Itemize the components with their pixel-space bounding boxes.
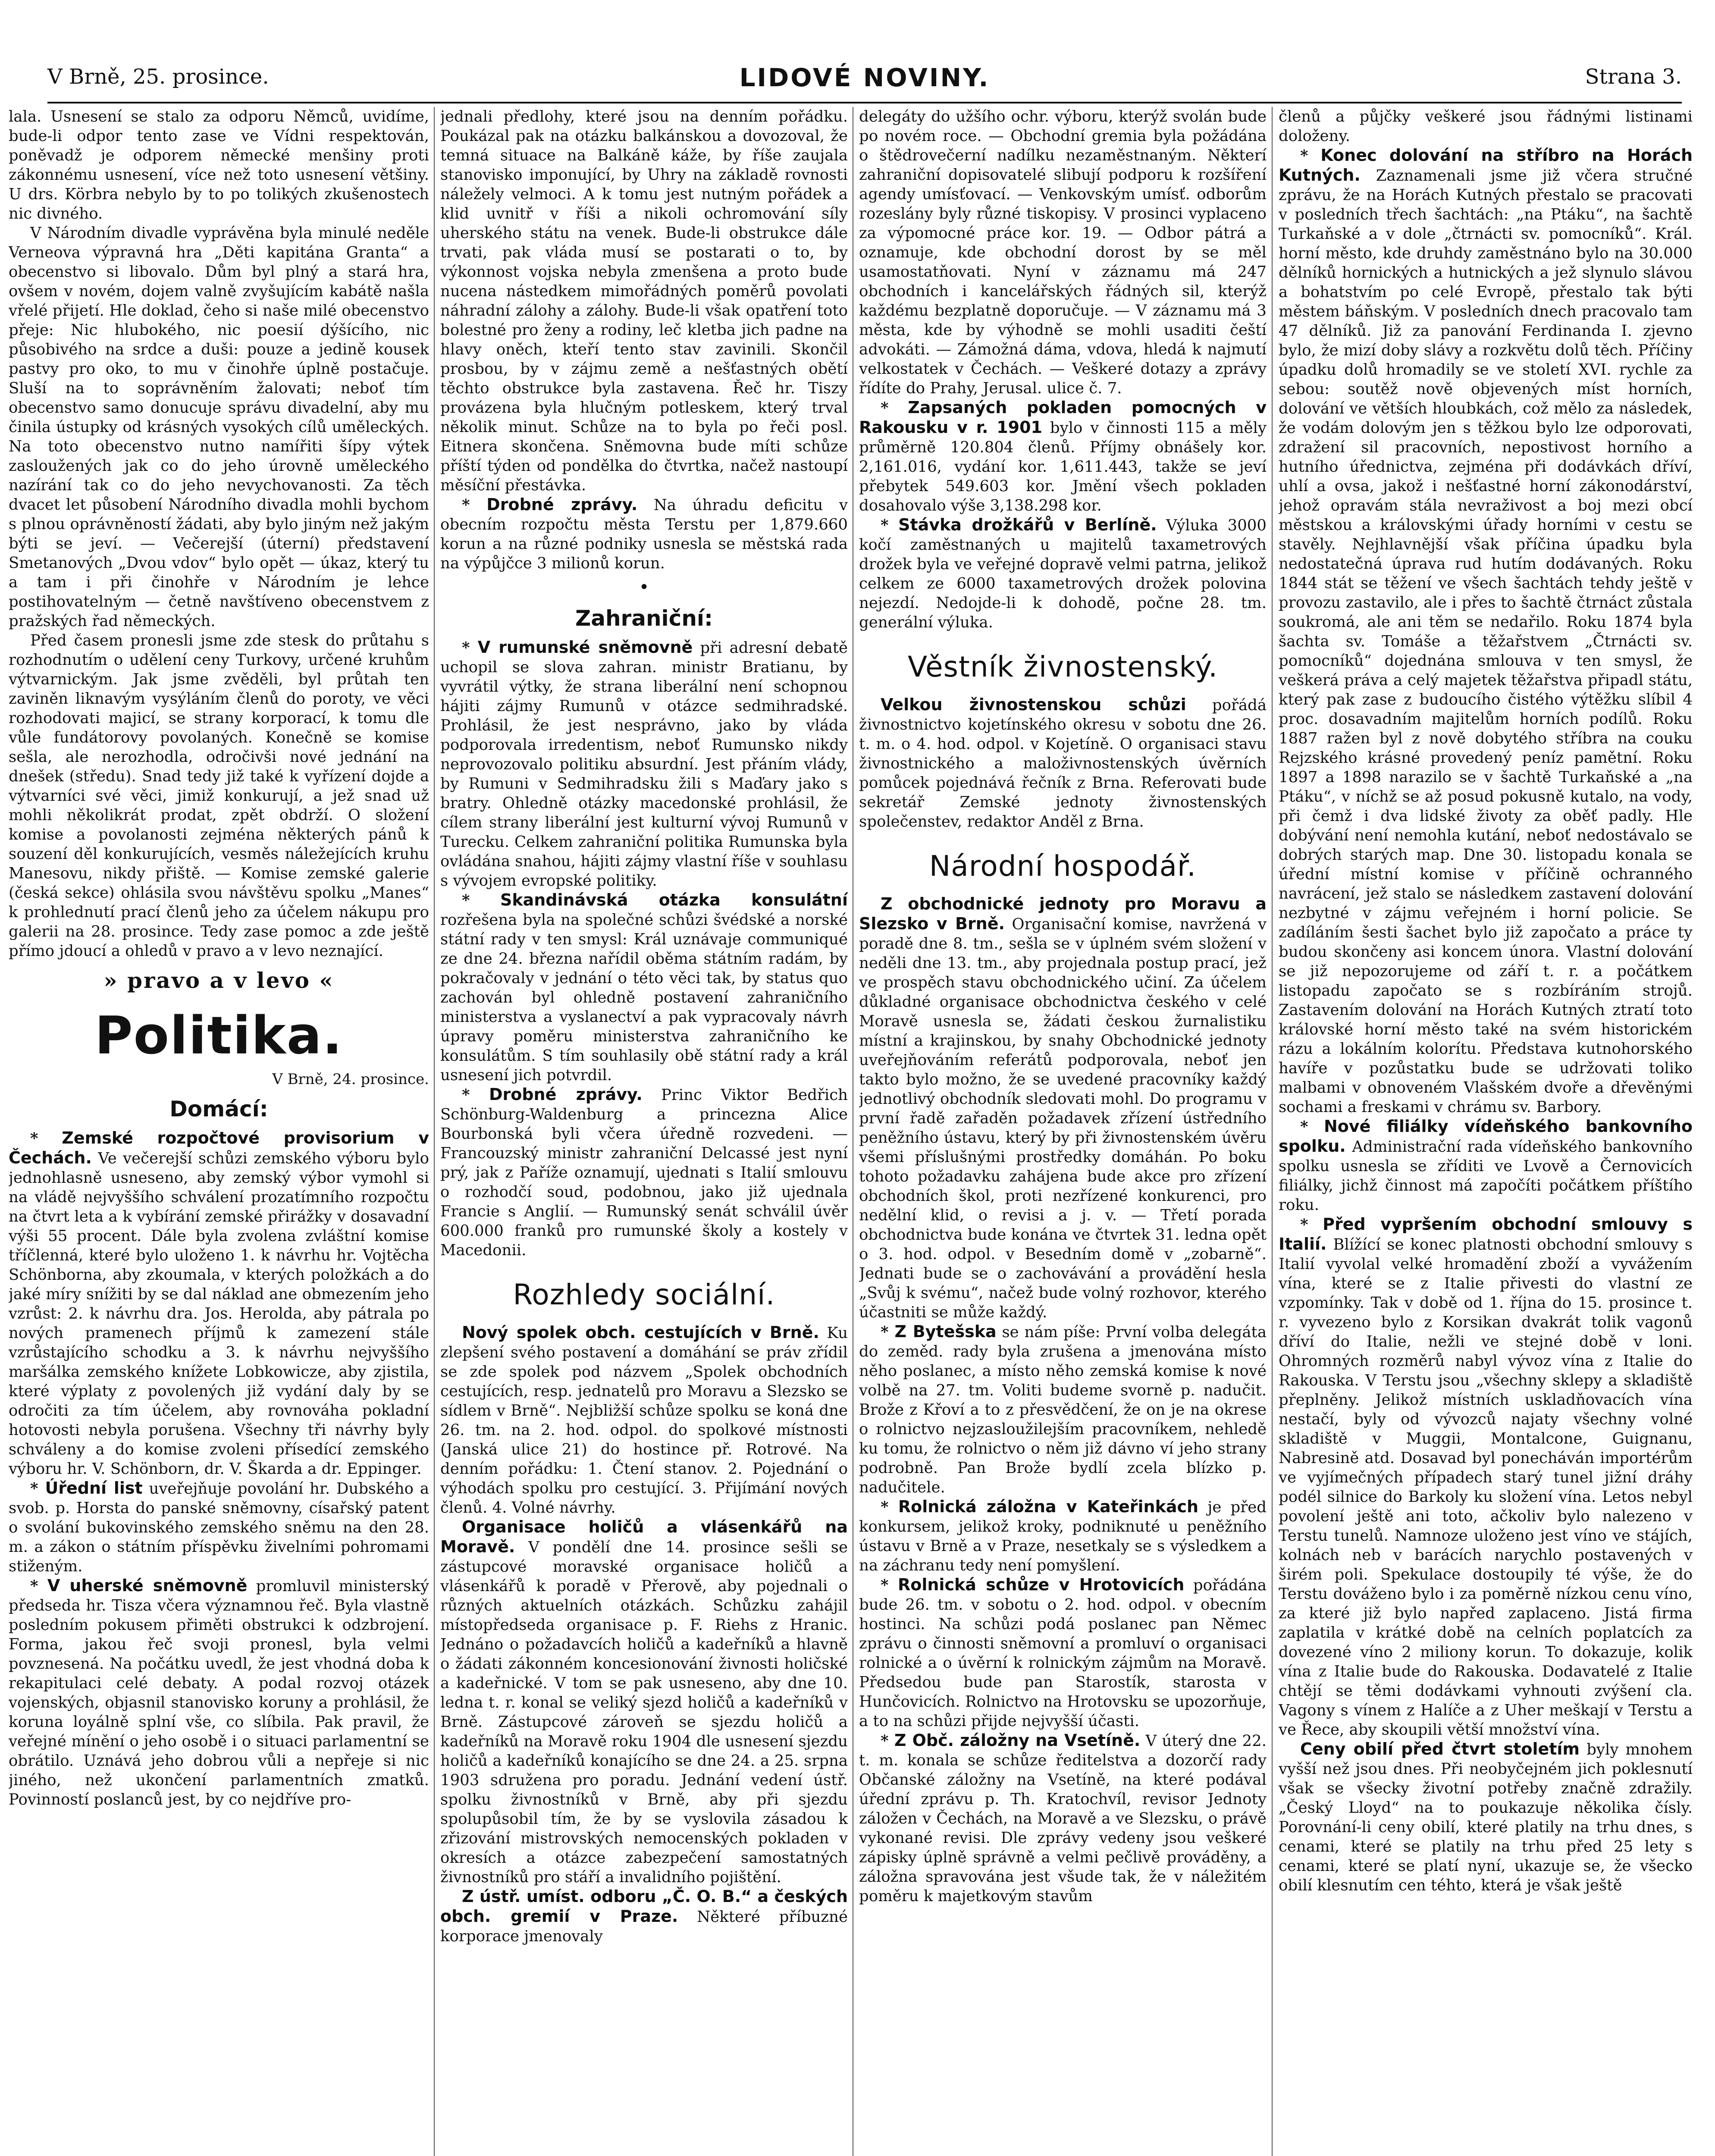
- paragraph: lala. Usnesení se stalo za odporu Němců, uvidíme, bude-li odpor tento zase ve Vídni respektován, poněvadž je odporem německé menšiny proti zákonnému usnesení, více než toto usnesení většiny. U drs. Körbra nebylo by to po tolikých zkušenostech nic divného.: [9, 108, 429, 222]
- article-text: bylo v činnosti 115 a měly průměrně 120.804 členů. Příjmy obnášely kor. 2,161.016, vydání kor. 1,611.443, takže se jeví přebytek 549.603 kor. Jmění všech pokladen dosahovalo výše 3,138.298 kor.: [859, 419, 1267, 514]
- article-title: Z obchodnické jednoty pro Moravu a Slezsko v Brně.: [859, 894, 1267, 933]
- column-3: delegáty do užšího ochr. výboru, kterýž svolán bude po novém roce. — Obchodní gremia byla požádána o štědrovečerní nadílku nezaměstnaným. Některí zahraniční dopisovatelé slibují podporu k rozšíření agendy umísťovací. — Venkovským umísť. odborům rozeslány byly různé tiskopisy. V prosinci vyplaceno za výpomocné práce kor. 19. — Odbor pátrá a oznamuje, kde obchodní dorost by se měl usamostatňovati. Nyní v záznamu má 247 obchodních i kancelářských řádných sil, kterýž každému bezplatně doporučuje. — V záznamu má 3 města, kde by výhodně se mohli usaditi čeští advokáti. — Zámožná dáma, vdova, hledá k najmutí velkostatek v Čechách. — Veškeré dotazy a zprávy řídíte do Prahy, Jerusal. ulice č. 7. * Zapsaných pokladen pomocných v Rakousku v r. 1901 bylo v činnosti 115 a měly průměrně 120.804 členů. Příjmy obnášely kor. 2,161.016, vydání kor. 1,611.443, takže se jeví přebytek 549.603 kor. Jmění všech pokladen dosahovalo výše 3,138.298 kor. * Stávka drožkářů v Berlíně. Výluka 3000 kočí zaměstnaných u majitelů taxametrových drožek byla ve veřejné dopravě velmi patrna, jelikož celkem ze 6000 taxametrových drožek polovina nejezdí. Nedojde-li k dohodě, počne 28. tm. generální výluka. Věstník živnostenský. Velkou živnostenskou schůzi pořádá živnostnictvo kojetínského okresu v sobotu dne 26. t. m. o 4. hod. odpol. v Kojetíně. O organisaci stavu živnostnického a maloživnostenských úvěrních pomůcek pojednává řečník z Brna. Referovati bude sekretář Zemské jednoty živnostenských společenstev, redaktor Anděl z Brna. Národní hospodář. Z obchodnické jednoty pro Moravu a Slezsko v Brně. Organisační komise, navržená v poradě dne 8. tm., sešla se v úplném svém složení v neděli dne 13. tm., aby projednala postup prací, jež ve prospěch stavu obchodnického učiní. Za účelem důkladné organisace obchodnictva českého v celé Moravě usnesla se, žádati českou žurnalistiku místní a krajinskou, by snahy Obchodnické jednoty uveřejňováním referátů podporovala, neboť jen takto bylo možno, že se uvedené pracovníky každý jednotlivý obchodník sledovati mohl. Do programu v první řadě zařaděn požadavek zřízení ústředního peněžního ústavu, který by při živnostenském úvěru všemi příslušnými prostředky domáhán. Po boku tohoto požadavku zahájena bude akce pro zřízení obchodních škol, proti nezřízené konkurenci, pro nedělní klid, o revisi a j. v. — Třetí porada obchodnictva bude konána ve čtvrtek 31. ledna opět o 3. hod. odpol. v Besedním domě v „zobarně“. Jednati bude se o zachovávání a provádění hesla „Svůj k svému“, načež bude volný rozhovor, kterého účastniti se může každý. * Z Bytešska se nám píše: První volba delegáta do zeměd. rady byla zrušena a jmenována místo něho poslanec, a místo něho zemská komise k nové volbě na 27. tm. Voliti budeme svorně p. nadučit. Brože z Křoví a to z přesvědčení, že on je na okrese o rolnictvo nejzasloužilejším pracovníkem, nehledě ku tomu, že rolnictvo o něm již dávno ví jeho strany podrobně. Pan Brože bydlí zcela blízko p. nadučitele. * Rolnická záložna v Kateřinkách je před konkursem, jelikož kroky, podniknuté u peněžního ústavu v Brně a v Praze, nesetkaly se s výsledkem a na záchranu tedy není pomyšlení. * Rolnická schůze v Hrotovicích pořádána bude 26. tm. v sobotu o 2. hod. odpol. v obecním hostinci. Na schůzi podá poslanec pan Němec zprávu o činnosti sněmovní a promluví o organisaci rolnické a o úvěrní k rolnickým zájmům na Moravě. Předsedou bude pan Starostík, starosta v Hunčovicích. Rolnictvo na Hrotovsku se upozorňuje, a to na schůzi přijde nejvyšší účasti. * Z Obč. záložny na Vsetíně. V úterý dne 22. t. m. konala se schůze ředitelstva a dozorčí rady Občanské záložny na Vsetíně, na které podával úřední zprávu p. Th. Kratochvíl, revisor Jednoty záložen v Čechách, na Moravě a ve Slezsku, o právě vykonané revisi. Dle zprávy vedeny jsou veškeré zápisky úplně správně a velmi pečlivě prováděny, a záložna spravována jest všude tak, že v náležitém poměru k majetkovým stavům: [859, 108, 1267, 1905]
- section-title-rozhledy: Rozhledy sociální.: [513, 1278, 775, 1311]
- article-text: pořádá živnostnictvo kojetínského okresu v sobotu dne 26. t. m. o 4. hod. odpol. v Kojetíně. O organisaci stavu živnostnického a maloživnostenských úvěrních pomůcek pojednává řečník z Brna. Referovati bude sekretář Zemské jednoty živnostenských společenstev, redaktor Anděl z Brna.: [859, 696, 1267, 830]
- column-divider: [434, 107, 435, 2156]
- column-4: členů a půjčky veškeré jsou řádnými listinami doloženy. * Konec dolování na stříbro na Horách Kutných. Zaznamenali jsme již včera stručné zprávu, že na Horách Kutných přestalo se pracovati v posledních třech šachtách: „na Ptáku“, na šachtě Turkaňské a v dole „čtrnácti sv. pomocníků“. Král. horní město, kde druhdy zaměstnáno bylo na 30.000 dělníků hornických a hutnických a jež slynulo slávou a bohatstvím po celé Evropě, přestalo tak býti městem báňským. V posledních dnech pracovalo tam 47 dělníků. Již za panování Ferdinanda I. zjevno bylo, že mizí doby slávy a rozkvětu dolů těch. Příčiny úpadku dolů hromadily se ve století XVI. rychle za sebou: soutěž nově objevených míst horních, dolování ve větších hloubkách, což mělo za následek, že vodám dolovým jen s těžkou bylo lze odporovati, zdražení sil pracovních, nepostivost horního a hutního úřednictva, zejména při dodávkách dříví, uhlí a ovsa, jakož i nešťastné horní zákonodárství, jehož opravám stála nevraživost a boj mezi obcí městskou a královskými úřady horními v cestu se stavěly. Nejhlavnější však příčina úpadku byla nedostatečná úprava rud hutím dodávaných. Roku 1844 stát se těžení ve všech šachtách tehdy ještě v provozu zastavilo, ale i přes to šachtě čtrnáct zůstala soukromá, ale ani těm se nedařilo. Roku 1874 byla šachta sv. Tomáše a těžařstvem „Čtrnácti sv. pomocníků“ dojednána smlouva v ten smysl, že veškerá práva a celý majetek těžařstva připadl státu, který pak zase z budoucího čistého výtěžku slíbil 4 proc. dosavadním majitelům horních podílů. Roku 1887 ražen byl z nově dobytého stříbra na couku Rejzského krásné provedený peníz pamětní. Roku 1897 a 1898 narazilo se v šachtě Turkaňské a „na Ptáku“, v níchž se až posud pokusně kutalo, na vody, při čemž i dva lidské životy za oběť padly. Hle dobývání není nemohla kutání, neboť nedostávalo se dobrých starých map. Dne 30. listopadu konala se úřední místní komise v příčině ochranného navrácení, jež stalo se následkem zastavení dolování nezbytné v zájmu veřejném i horní policie. Se zadíláním šesti šachet bylo již započato a práce ty budou skončeny asi koncem února. Vlastní dolování se již nepozorujeme od září t. r. a počátkem listopadu započato se s rozbíráním strojů. Zastavením dolování na Horách Kutných ztratí toto královské horní město také na svém historickém rázu a lokálním kolorítu. Představa kutnohorského havíře v pozůstatku bude se udržovati toliko malbami v obnoveném Vlašském dvoře a dřevěnými sochami a freskami v chrámu sv. Barbory. * Nové filiálky vídeňského bankovního spolku. Administrační rada vídeňského bankovního spolku usnesla se zříditi ve Lvově a Černovicích filiálky, jichž činnost má započíti počátkem příštího roku. * Před vypršením obchodní smlouvy s Italií. Blížící se konec platnosti obchodní smlouvy s Italií vyvolal velké hromadění zboží a vyvážením vína, které se z Italie přivesti do vlastní ze vzpomínky. Tak v době od 1. října do 15. prosince t. r. vyvezeno bylo z Korsikan dvakrát tolik vagonů dříví do Italie, nežli ve stejné době v loni. Ohromných rozměrů nabyl vývoz vína z Italie do Rakouska. V Terstu jsou „všechny sklepy a skladiště přeplněny. Jelikož místních uskladňovacích vína nestačí, byly od vývozců najaty všechny volné skladiště v Muggii, Montalcone, Guignanu, Nabresině atd. Dosavad byl ponecháván importérům ve vyjímečných případech starý tunel jižní dráhy podél silnice do Barkoly ku složení vína. Letos nebyl povolení ještě ani toto, ačkoliv bylo nalezeno v Terstu tunelů. Namnoze uloženo jest víno ve stájích, kolnách neb v barácích narychlo postavených v širém poli. Spekulace dostoupily té výše, že do Terstu dováženo bylo i za poměrně nízkou cenu víno, za které již bylo napřed zaplaceno. Jistá firma zaplatila v krátké době na celních poplatcích za dovezené víno 2 miliony korun. To dokazuje, kolik vína z Italie bude do Rakouska. Dodavatelé z Italie chtějí se těmi dodávkami vyhnouti zvýšení cla. Vagony s vínem z Halíče a z Uher meškají v Terstu a ve Řece, aby skoupili větší množství vína. Ceny obilí před čtvrt stoletím byly mnohem vyšší než jsou dnes. Při neobyčejném jich poklesnutí však se všecky životní potřeby značně zdražily. „Český Lloyd“ na to poukazuje několika čísly. Porovnání-li ceny obilí, které platily na trhu dnes, s cenami, které se platily na trhu před 25 lety s cenami, které se platí nyní, ukazuje se, že všecko obilí klesnutím cen téhto, která je však ještě: [1279, 108, 1693, 1894]
- section-title-hospodar: Národní hospodář.: [929, 849, 1197, 883]
- article-title: Drobné zprávy.: [489, 1085, 643, 1104]
- header-date: V Brně, 25. prosince.: [47, 65, 269, 89]
- subsection-title-zahranicni: Zahraniční:: [575, 606, 713, 631]
- article-title: Stávka drožkářů v Berlíně.: [898, 515, 1157, 534]
- article-text: Blížící se konec platnosti obchodní smlouvy s Italií vyvolal velké hromadění zboží a vyvážením vína, které se z Italie přivesti do vlastní ze vzpomínky. Tak v době od 1. října do 15. prosince t. r. vyvezeno bylo z Korsikan dvakrát tolik vagonů dříví do Italie, nežli ve stejné době v loni. Ohromných rozměrů nabyl vývoz vína z Italie do Rakouska. V Terstu jsou „všechny sklepy a skladiště přeplněny. Jelikož místních uskladňovacích vína nestačí, byly od vývozců najaty všechny volné skladiště v Muggii, Montalcone, Guignanu, Nabresině atd. Dosavad byl ponecháván importérům ve vyjímečných případech starý tunel jižní dráhy podél silnice do Barkoly ku složení vína. Letos nebyl povolení ještě ani toto, ačkoliv bylo nalezeno v Terstu tunelů. Namnoze uloženo jest víno ve stájích, kolnách neb v barácích narychlo postavených v širém poli. Spekulace dostoupily té výše, že do Terstu dováženo bylo i za poměrně nízkou cenu víno, za které již bylo napřed zaplaceno. Jistá firma zaplatila v krátké době na celních poplatcích za dovezené víno 2 miliony korun. To dokazuje, kolik vína z Italie bude do Rakouska. Dodavatelé z Italie chtějí se těmi dodávkami vyhnouti zvýšení cla. Vagony s vínem z Halíče a z Uher meškají v Terstu a ve Řece, aby skoupili větší množství vína.: [1279, 1236, 1693, 1739]
- column-divider: [1272, 107, 1273, 2156]
- section-ornament: » pravo a v levo «: [103, 968, 334, 993]
- article-text: promluvil ministerský předseda hr. Tisza včera významnou řeč. Byla vlastně posledním pokusem přiměti obstrukci k odzbrojení. Forma, jakou řeč svoji pronesl, byla velmi povznesená. Na počátku uvedl, že jest vhodná doba k rekapitulaci celé debaty. A podal rozvoj otázek vojenských, objasnil stanovisko koruny a prohlásil, že koruna loyálně splní vše, co slíbila. Pak pravil, že veřejné mínění o jeho osobě i o situaci parlamentní se obrátilo. Uznává jeho dobrou vůli a nepřeje si nic jiného, než ukončení parlamentních zmatků. Povinností poslanců jest, by co nejdříve pro-: [9, 1577, 429, 1808]
- article-title: Velkou živnostenskou schůzi: [881, 695, 1186, 714]
- header-rule: [47, 102, 1682, 103]
- article-title: Před vypršením obchodní smlouvy s Italií.: [1279, 1215, 1693, 1253]
- article-text: Na úhradu deficitu v obecním rozpočtu města Terstu per 1,879.660 korun a na různé podniky usnesla se městská rada na výpůjčce 3 milionů korun.: [440, 496, 848, 572]
- article-title: V rumunské sněmovně: [477, 638, 693, 657]
- article-title: Ceny obilí před čtvrt stoletím: [1300, 1739, 1580, 1758]
- article-title: Konec dolování na stříbro na Horách Kutných.: [1279, 146, 1693, 185]
- article-text: pořádána bude 26. tm. v sobotu o 2. hod. odpol. v obecním hostinci. Na schůzi podá poslanec pan Němec zprávu o činnosti sněmovní a promluví o organisaci rolnické a o úvěrní k rolnickým zájmům na Moravě. Předsedou bude pan Starostík, starosta v Hunčovicích. Rolnictvo na Hrotovsku se upozorňuje, a to na schůzi přijde nejvyšší účasti.: [859, 1576, 1267, 1730]
- column-1: lala. Usnesení se stalo za odporu Němců, uvidíme, bude-li odpor tento zase ve Vídni respektován, poněvadž je odporem německé menšiny proti zákonnému usnesení, více než toto usnesení většiny. U drs. Körbra nebylo by to po tolikých zkušenostech nic divného. V Národním divadle vyprávěna byla minulé neděle Verneova výpravná hra „Děti kapitána Granta“ a obecenstvo si libovalo. Dům byl plný a stará hra, ovšem v novém, dojem valně zvyšujícím kabátě našla vřelé přijetí. Hle doklad, čeho si naše milé obecenstvo přeje: Nic hlubokého, nic poesií dýšícího, nic působivého na srdce a duši: pouze a jedině kousek pastvy pro oko, to mu v činohře úplně postačuje. Sluší na to soprávněním žalovati; neboť tím obecenstvo samo donucuje správu divadelní, aby mu činila ústupky od krásných vysokých cílů uměleckých. Na toto obecenstvo nutno namířiti šípy výtek zasloužených jak co do jeho úrovně uměleckého nazírání tak co do jeho nevychovanosti. Za těch dvacet let působení Národního divadla mohli bychom s plnou oprávněností žádati, aby bylo jiným než jakým býti se jeví. — Večerejší (úterní) představení Smetanových „Dvou vdov“ bylo opět — úkaz, který tu a tam i při činohře v Národním je lehce postihovatelným — četně navštíveno obecenstvem z pražských řad německých. Před časem pronesli jsme zde stesk do průtahu s rozhodnutím o udělení ceny Turkovy, určené kruhům výtvarnickým. Jak jsme zvěděli, byl průtah ten zaviněn liknavým vysýláním členů do poroty, ve věci rozhodovati majicí, se strany korporací, k tomu dle vůle fundátorovy povolaných. Konečně se komise sešla, ale nerozhodla, odročivši nové jednání na dnešek (středu). Snad tedy již také k vyřízení dojde a výtvarníci své věci, jimiž konkurují, a jež snad už mohli několikrát prodat, zpět obdrží. O složení komise a povolanosti zejména některých pánů k souzení děl konkurujících, vesměs náležejících kruhu Manesovu, nikdy přiště. — Komise zemské galerie (česká sekce) ohlásila svou návštěvu spolku „Manes“ k prohlednutí prací členů jeho za účelem nákupu pro galerii na 28. prosince. Tedy zase pomoc a zde ještě přímo jdoucí a ohledů v pravo a v levo neznající. » pravo a v levo « Politika. V Brně, 24. prosince. Domácí: * Zemské rozpočtové provisorium v Čechách. Ve večerejší schůzi zemského výboru bylo jednohlasně usneseno, aby zemský výbor vymohl si na vládě nejvyššího schválení prozatímního rozpočtu na čtvrt leta a k vybírání zemské přirážky v dosavadní výši 55 procent. Dále byla zvolena zvláštní komise tříčlenná, které bylo uloženo 1. k návrhu hr. Vojtěcha Schönborna, aby zkoumala, v kterých položkách a do jaké míry snížiti by se dal náklad ane obmezením jeho vzrůst: 2. k návrhu dra. Jos. Herolda, aby pátrala po nových pramenech příjmů k zamezení stále vzrůstajícího schodku a 3. k návrhu nejvyššího maršálka zemského knížete Lobkowicze, aby zjistila, které výplaty z povolených již vydání daly by se odročiti za tím účelem, aby rovnováha pokladní hotovosti nebyla porušena. Všechny tři návrhy byly schváleny a do komise zvoleni přísedící zemského výboru hr. V. Schönborn, dr. V. Škarda a dr. Eppinger. * Úřední list uveřejňuje povolání hr. Dubského a svob. p. Horsta do panské sněmovny, císařský patent o svolání bukovinského zemského sněmu na den 28. m. a zákon o státním příspěvku živelními pohromami stiženým. * V uherské sněmovně promluvil ministerský předseda hr. Tisza včera významnou řeč. Byla vlastně posledním pokusem přiměti obstrukci k odzbrojení. Forma, jakou řeč svoji pronesl, byla velmi povznesená. Na počátku uvedl, že jest vhodná doba k rekapitulaci celé debaty. A podal rozvoj otázek vojenských, objasnil stanovisko koruny a prohlásil, že koruna loyálně splní vše, co slíbila. Pak pravil, že veřejné mínění o jeho osobě i o situaci parlamentní se obrátilo. Uznává jeho dobrou vůli a nepřeje si nic jiného, než ukončení parlamentních zmatků. Povinností poslanců jest, by co nejdříve pro-: [9, 108, 429, 1808]
- article-title: Nový spolek obch. cestujících v Brně.: [462, 1323, 819, 1342]
- masthead-title: LIDOVÉ NOVINY.: [739, 63, 990, 92]
- article-text: V pondělí dne 14. prosince sešli se zástupcové moravské organisace holičů a vlásenkářů k poradě v Přerově, aby pojednali o různých aktuelních otázkách. Schůzku zahájil místopředseda organisace p. F. Riehs z Hranic. Jednáno o požadavcích holičů a kadeřníků a hlavně o žádati zákonném koncesionování živnosti holičské a kadeřnické. V tom se pak usneseno, aby dne 10. ledna t. r. konal se veliký sjezd holičů a kadeřníků v Brně. Zástupcové zároveň se sjezdu holičů a kadeřníků na Moravě roku 1904 dle usnesení sjezdu holičů a kadeřníků konajícího se dne 24. a 25. srpna 1903 sdružena pro poradu. Jednání vedení ústř. spolku živnostníků v Brně, aby při sjezdu spolupůsobil tím, že by se vyslovila zásadou k zřizování mistrovských nemocenských pokladen v okresích a otázce zabezpečení samostatných živnostníků pro stáří a invalidního pojištění.: [440, 1539, 848, 1886]
- article-text: se nám píše: První volba delegáta do zeměd. rady byla zrušena a jmenována místo něho poslanec, a místo něho zemská komise k nové volbě na 27. tm. Voliti budeme svorně p. nadučit. Brože z Křoví a to z přesvědčení, že on je na okrese o rolnictvo nejzasloužilejším pracovníkem, nehledě ku tomu, že rolnictvo o něm již dávno ví jeho strany podrobně. Pan Brože bydlí zcela blízko p. nadučitele.: [859, 1323, 1267, 1496]
- column-2: jednali předlohy, které jsou na denním pořádku. Poukázal pak na otázku balkánskou a dovozoval, že temná situace na Balkáně káže, by říše zaujala stanovisko imponující, by Uhry na základě rovnosti náležely velmoci. A k tomu jest nutným pořádek a klid uvnitř v říši a nikoli ochromování síly uherského státu na venek. Bude-li obstrukce dále trvati, pak vláda musí se postarati o to, by výkonnost vojska nebyla zmenšena a proto bude nucena nástedkem mimořádných poměrů povolati náhradní zálohy a zálohy. Bude-li však opatření toto bolestné pro ženy a rodiny, leč kletba jich padne na hlavy oněch, kteří tento stav zavinili. Skončil prosbou, by v zájmu země a nešťastných obětí těchto obstrukce byla zastavena. Řeč hr. Tiszy provázena byla hlučným potleskem, který trval několik minut. Schůze na to byla po řeči posl. Eitnera skončena. Sněmovna bude míti schůze příští týden od pondělka do čtvrtka, načež nastoupí měsíční přestávka. * Drobné zprávy. Na úhradu deficitu v obecním rozpočtu města Terstu per 1,879.660 korun a na různé podniky usnesla se městská rada na výpůjčce 3 milionů korun. • Zahraniční: * V rumunské sněmovně při adresní debatě uchopil se slova zahran. ministr Bratianu, by vyvrátil výtky, že strana liberální není schopnou hájiti zájmy Rumunů v otázce sedmihradské. Prohlásil, že jest nesprávno, jako by vláda podporovala irredentism, neboť Rumunsko nikdy neprovozovalo politiku absurdní. Jest přáním vlády, by Rumuni v Sedmihradsku žili s Maďary jako s bratry. Ohledně otázky macedonské prohlásil, že cílem strany liberální jest kulturní vývoj Rumunů v Turecku. Celkem zahraniční politika Rumunska byla ovládána snahou, hájiti zájmy vlastní říše v souhlasu s vývojem evropské politiky. * Skandinávská otázka konsulátní rozřešena byla na společné schůzi švédské a norské státní rady v ten smysl: Král uznávaje communiqué ze dne 24. března nařídil oběma státním radám, by pokračovaly v jednání o této věci tak, by status quo zachován byl ohledně postavení zahraničního ministerstva a vyslanectví a pak vypracovaly návrh úpravy poměru ministerstva zahraničního ke konsulátům. S tím souhlasily obě státní rady a král usnesení jich potvrdil. * Drobné zprávy. Princ Viktor Bedřich Schönburg-Waldenburg a princezna Alice Bourbonská byli včera úředně rozvedeni. — Francouzský ministr zahraniční Delcassé jest nyní prý, jak z Paříže oznamují, ujednati s Italií smlouvu o rozhodčí soud, podobnou, jako již ujednala Francie s Anglií. — Rumunský senát schválil úvěr 600.000 franků pro rumunské školy a kostely v Macedonii. Rozhledy sociální. Nový spolek obch. cestujících v Brně. Ku zlepšení svého postavení a domáhání se práv zřídil se zde spolek pod názvem „Spolek obchodních cestujících, resp. jednatelů pro Moravu a Slezsko se sídlem v Brně“. Nejbližší schůze spolku se koná dne 26. tm. na 2. hod. odpol. do spolkové místnosti (Janská ulice 21) do hostince př. Rotrové. Na denním pořádku: 1. Čtení stanov. 2. Pojednání o výhodách spolku pro cestující. 3. Přijímání nových členů. 4. Volné návrhy. Organisace holičů a vlásenkářů na Moravě. V pondělí dne 14. prosince sešli se zástupcové moravské organisace holičů a vlásenkářů k poradě v Přerově, aby pojednali o různých aktuelních otázkách. Schůzku zahájil místopředseda organisace p. F. Riehs z Hranic. Jednáno o požadavcích holičů a kadeřníků a hlavně o žádati zákonném koncesionování živnosti holičské a kadeřnické. V tom se pak usneseno, aby dne 10. ledna t. r. konal se veliký sjezd holičů a kadeřníků v Brně. Zástupcové zároveň se sjezdu holičů a kadeřníků na Moravě roku 1904 dle usnesení sjezdu holičů a kadeřníků konajícího se dne 24. a 25. srpna 1903 sdružena pro poradu. Jednání vedení ústř. spolku živnostníků v Brně, aby při sjezdu spolupůsobil tím, že by se vyslovila zásadou k zřizování mistrovských nemocenských pokladen v okresích a otázce zabezpečení samostatných živnostníků pro stáří a invalidního pojištění. Z ústř. umíst. odboru „Č. O. B.“ a českých obch. gremií v Praze. Některé příbuzné korporace jmenovaly: [440, 108, 848, 1945]
- article-text: byly mnohem vyšší než jsou dnes. Při neobyčejném jich poklesnutí však se všecky životní potřeby značně zdražily. „Český Lloyd“ na to poukazuje několika čísly. Porovnání-li ceny obilí, které platily na trhu dnes, s cenami, které se platily na trhu před 25 lety s cenami, které se platí nyní, ukazuje se, že všecko obilí klesnutím cen téhto, která je však ještě: [1279, 1741, 1693, 1894]
- article-title: Organisace holičů a vlásenkářů na Moravě.: [440, 1517, 848, 1556]
- article-text: Ve večerejší schůzi zemského výboru bylo jednohlasně usneseno, aby zemský výbor vymohl si na vládě nejvyššího schválení prozatímního rozpočtu na čtvrt leta a k vybírání zemské přirážky v dosavadní výši 55 procent. Dále byla zvolena zvláštní komise tříčlenná, které bylo uloženo 1. k návrhu hr. Vojtěcha Schönborna, aby zkoumala, v kterých položkách a do jaké míry snížiti by se dal náklad ane obmezením jeho vzrůst: 2. k návrhu dra. Jos. Herolda, aby pátrala po nových pramenech příjmů k zamezení stále vzrůstajícího schodku a 3. k návrhu nejvyššího maršálka zemského knížete Lobkowicze, aby zjistila, které výplaty z povolených již vydání daly by se odročiti za tím účelem, aby rovnováha pokladní hotovosti nebyla porušena. Všechny tři návrhy byly schváleny a do komise zvoleni přísedící zemského výboru hr. V. Schönborn, dr. V. Škarda a dr. Eppinger.: [9, 1150, 429, 1478]
- paragraph: Před časem pronesli jsme zde stesk do průtahu s rozhodnutím o udělení ceny Turkovy, určené kruhům výtvarnickým. Jak jsme zvěděli, byl průtah ten zaviněn liknavým vysýláním členů do poroty, ve věci rozhodovati majicí, se strany korporací, k tomu dle vůle fundátorovy povolaných. Konečně se komise sešla, ale nerozhodla, odročivši nové jednání na dnešek (středu). Snad tedy již také k vyřízení dojde a výtvarníci své věci, jimiž konkurují, a jež snad už mohli několikrát prodat, zpět obdrží. O složení komise a povolanosti zejména některých pánů k souzení děl konkurujících, vesměs náležejících kruhu Manesovu, nikdy přiště. — Komise zemské galerie (česká sekce) ohlásila svou návštěvu spolku „Manes“ k prohlednutí prací členů jeho za účelem nákupu pro galerii na 28. prosince. Tedy zase pomoc a zde ještě přímo jdoucí a ohledů v pravo a v levo neznající.: [9, 632, 429, 960]
- article-title: V uherské sněmovně: [47, 1576, 248, 1595]
- article-title: Zapsaných pokladen pomocných v Rakousku v r. 1901: [859, 398, 1267, 437]
- article-text: Některé příbuzné korporace jmenovaly: [440, 1908, 848, 1945]
- article-title: Z ústř. umíst. odboru „Č. O. B.“ a českých obch. gremií v Praze.: [440, 1887, 848, 1926]
- article-text: při adresní debatě uchopil se slova zahran. ministr Bratianu, by vyvrátil výtky, že strana liberální není schopnou hájiti zájmy Rumunů v otázce sedmihradské. Prohlásil, že jest nesprávno, jako by vláda podporovala irredentism, neboť Rumunsko nikdy neprovozovalo politiku absurdní. Jest přáním vlády, by Rumuni v Sedmihradsku žili s Maďary jako s bratry. Ohledně otázky macedonské prohlásil, že cílem strany liberální jest kulturní vývoj Rumunů v Turecku. Celkem zahraniční politika Rumunska byla ovládána snahou, hájiti zájmy vlastní říše v souhlasu s vývojem evropské politiky.: [440, 639, 848, 890]
- columns: [9, 107, 1712, 2156]
- section-title-politika: Politika.: [94, 1006, 343, 1066]
- article-title: Zemské rozpočtové provisorium v Čechách.: [9, 1128, 429, 1167]
- article-title: Úřední list: [45, 1479, 143, 1498]
- article-title: Z Obč. záložny na Vsetíně.: [894, 1731, 1141, 1750]
- paragraph: V Národním divadle vyprávěna byla minulé neděle Verneova výpravná hra „Děti kapitána Granta“ a obecenstvo si libovalo. Dům byl plný a stará hra, ovšem v novém, dojem valně zvyšujícím kabátě našla vřelé přijetí. Hle doklad, čeho si naše milé obecenstvo přeje: Nic hlubokého, nic poesií dýšícího, nic působivého na srdce a duši: pouze a jedině kousek pastvy pro oko, to mu v činohře úplně postačuje. Sluší na to soprávněním žalovati; neboť tím obecenstvo samo donucuje správu divadelní, aby mu činila ústupky od krásných vysokých cílů uměleckých. Na toto obecenstvo nutno namířiti šípy výtek zasloužených jak co do jeho úrovně uměleckého nazírání tak co do jeho nevychovanosti. Za těch dvacet let působení Národního divadla mohli bychom s plnou oprávněností žádati, aby bylo jiným než jakým býti se jeví. — Večerejší (úterní) představení Smetanových „Dvou vdov“ bylo opět — úkaz, který tu a tam i při činohře v Národním je lehce postihovatelným — četně navštíveno obecenstvem z pražských řad německých.: [9, 224, 429, 630]
- paragraph: členů a půjčky veškeré jsou řádnými listinami doloženy.: [1279, 108, 1693, 145]
- article-title: Skandinávská otázka konsulátní: [500, 890, 848, 909]
- paragraph: jednali předlohy, které jsou na denním pořádku. Poukázal pak na otázku balkánskou a dovozoval, že temná situace na Balkáně káže, by říše zaujala stanovisko imponující, by Uhry na základě rovnosti náležely velmoci. A k tomu jest nutným pořádek a klid uvnitř v říši a nikoli ochromování síly uherského státu na venek. Bude-li obstrukce dále trvati, pak vláda musí se postarati o to, by výkonnost vojska nebyla zmenšena a proto bude nucena nástedkem mimořádných poměrů povolati náhradní zálohy a zálohy. Bude-li však opatření toto bolestné pro ženy a rodiny, leč kletba jich padne na hlavy oněch, kteří tento stav zavinili. Skončil prosbou, by v zájmu země a nešťastných obětí těchto obstrukce byla zastavena. Řeč hr. Tiszy provázena byla hlučným potleskem, který trval několik minut. Schůze na to byla po řeči posl. Eitnera skončena. Sněmovna bude míti schůze příští týden od pondělka do čtvrtka, načež nastoupí měsíční přestávka.: [440, 108, 848, 494]
- article-title: Z Bytešska: [894, 1322, 997, 1341]
- article-text: je před konkursem, jelikož kroky, podniknuté u peněžního ústavu v Brně a v Praze, nesetkaly se s výsledkem a na záchranu tedy není pomyšlení.: [859, 1498, 1267, 1574]
- dateline: V Brně, 24. prosince.: [272, 1071, 429, 1088]
- article-text: Princ Viktor Bedřich Schönburg-Waldenburg a princezna Alice Bourbonská byli včera úředně rozvedeni. — Francouzský ministr zahraniční Delcassé jest nyní prý, jak z Paříže oznamují, ujednati s Italií smlouvu o rozhodčí soud, podobnou, jako již ujednala Francie s Anglií. — Rumunský senát schválil úvěr 600.000 franků pro rumunské školy a kostely v Macedonii.: [440, 1086, 848, 1259]
- article-title: Rolnická záložna v Kateřinkách: [898, 1497, 1199, 1516]
- article-title: Drobné zprávy.: [486, 495, 638, 514]
- article-text: rozřešena byla na společné schůzi švédské a norské státní rady v ten smysl: Král uznávaje communiqué ze dne 24. března nařídil oběma státním radám, by pokračovaly v jednání o této věci tak, by status quo zachován byl ohledně postavení zahraničního ministerstva a vyslanectví a pak vypracovaly návrh úpravy poměru ministerstva zahraničního ke konsulátům. S tím souhlasily obě státní rady a král usnesení jich potvrdil.: [440, 911, 848, 1084]
- article-text: Organisační komise, navržená v poradě dne 8. tm., sešla se v úplném svém složení v neděli dne 13. tm., aby projednala postup prací, jež ve prospěch stavu obchodnického učiní. Za účelem důkladné organisace obchodnictva českého v celé Moravě usnesla se, žádati českou žurnalistiku místní a krajinskou, by snahy Obchodnické jednoty uveřejňováním referátů podporovala, neboť jen takto bylo možno, že se uvedené pracovníky každý jednotlivý obchodník sledovati mohl. Do programu v první řadě zařaděn požadavek zřízení ústředního peněžního ústavu, který by při živnostenském úvěru všemi příslušnými prostředky domáhán. Po boku tohoto požadavku zahájena bude akce pro zřízení obchodních škol, proti nezřízené konkurenci, pro nedělní klid, o revisi a j. v. — Třetí porada obchodnictva bude konána ve čtvrtek 31. ledna opět o 3. hod. odpol. v Besedním domě v „zobarně“. Jednati bude se o zachovávání a provádění hesla „Svůj k svému“, načež bude volný rozhovor, kterého účastniti se může každý.: [859, 915, 1267, 1321]
- page-number: Strana 3.: [1585, 65, 1682, 89]
- subsection-title-domaci: Domácí:: [169, 1097, 268, 1122]
- article-text: Výluka 3000 kočí zaměstnaných u majitelů taxametrových drožek byla ve veřejné dopravě velmi patrna, jelikož celkem ze 6000 taxametrových drožek polovina nejezdí. Nedojde-li k dohodě, počne 28. tm. generální výluka.: [859, 517, 1267, 631]
- article-title: Nové filiálky vídeňského bankovního spolku.: [1279, 1117, 1693, 1156]
- article-title: Rolnická schůze v Hrotovicích: [897, 1575, 1185, 1594]
- article-text: V úterý dne 22. t. m. konala se schůze ředitelstva a dozorčí rady Občanské záložny na Vsetíně, na které podával úřední zprávu p. Th. Kratochvíl, revisor Jednoty záložen v Čechách, na Moravě a ve Slezsku, o právě vykonané revisi. Dle zprávy vedeny jsou veškeré zápisky úplně správně a velmi pečlivě prováděny, a záložna spravována jest všude tak, že v náležitém poměru k majetkovým stavům: [859, 1732, 1267, 1905]
- article-text: Administrační rada vídeňského bankovního spolku usnesla se zříditi ve Lvově a Černovicích filiálky, jichž činnost má započíti počátkem příštího roku.: [1279, 1138, 1693, 1214]
- article-text: Zaznamenali jsme již včera stručné zprávu, že na Horách Kutných přestalo se pracovati v posledních třech šachtách: „na Ptáku“, na šachtě Turkaňské a v dole „čtrnácti sv. pomocníků“. Král. horní město, kde druhdy zaměstnáno bylo na 30.000 dělníků hornických a hutnických a jež slynulo slávou a bohatstvím po celé Evropě, přestalo tak býti městem báňským. V posledních dnech pracovalo tam 47 dělníků. Již za panování Ferdinanda I. zjevno bylo, že mizí doby slávy a rozkvětu dolů těch. Příčiny úpadku dolů hromadily se ve století XVI. rychle za sebou: soutěž nově objevených míst horních, dolování ve větších hloubkách, což mělo za následek, že vodám dolovým jen s těžkou bylo lze odporovati, zdražení sil pracovních, nepostivost horního a hutního úřednictva, zejména při dodávkách dříví, uhlí a ovsa, jakož i nešťastné horní zákonodárství, jehož opravám stála nevraživost a boj mezi obcí městskou a královskými úřady horními v cestu se stavěly. Nejhlavnější však příčina úpadku byla nedostatečná úprava rud hutím dodávaných. Roku 1844 stát se těžení ve všech šachtách tehdy ještě v provozu zastavilo, ale i přes to šachtě čtrnáct zůstala soukromá, ale ani těm se nedařilo. Roku 1874 byla šachta sv. Tomáše a těžařstvem „Čtrnácti sv. pomocníků“ dojednána smlouva v ten smysl, že veškerá práva a celý majetek těžařstva připadl státu, který pak zase z budoucího čistého výtěžku slíbil 4 proc. dosavadním majitelům horních podílů. Roku 1887 ražen byl z nově dobytého stříbra na couku Rejzského krásné provedený peníz pamětní. Roku 1897 a 1898 narazilo se v šachtě Turkaňské a „na Ptáku“, v níchž se až posud pokusně kutalo, na vody, při čemž i dva lidské životy za oběť padly. Hle dobývání není nemohla kutání, neboť nedostávalo se dobrých starých map. Dne 30. listopadu konala se úřední místní komise v příčině ochranného navrácení, jež stalo se následkem zastavení dolování nezbytné v zájmu veřejném i horní policie. Se zadíláním šesti šachet bylo již započato a práce ty budou skončeny asi koncem února. Vlastní dolování se již nepozorujeme od září t. r. a počátkem listopadu započato se s rozbíráním strojů. Zastavením dolování na Horách Kutných ztratí toto královské horní město také na svém historickém rázu a lokálním kolorítu. Představa kutnohorského havíře v pozůstatku bude se udržovati toliko malbami v obnoveném Vlašském dvoře a dřevěnými sochami a freskami v chrámu sv. Barbory.: [1279, 167, 1693, 1116]
- separator-dot: •: [639, 577, 649, 597]
- article-text: uveřejňuje povolání hr. Dubského a svob. p. Horsta do panské sněmovny, císařský patent o svolání bukovinského zemského sněmu na den 28. m. a zákon o státním příspěvku živelními pohromami stiženým.: [9, 1480, 429, 1575]
- article-text: Ku zlepšení svého postavení a domáhání se práv zřídil se zde spolek pod názvem „Spolek obchodních cestujících, resp. jednatelů pro Moravu a Slezsko se sídlem v Brně“. Nejbližší schůze spolku se koná dne 26. tm. na 2. hod. odpol. do spolkové místnosti (Janská ulice 21) do hostince př. Rotrové. Na denním pořádku: 1. Čtení stanov. 2. Pojednání o výhodách spolku pro cestující. 3. Přijímání nových členů. 4. Volné návrhy.: [440, 1324, 848, 1517]
- section-title-vestnik: Věstník živnostenský.: [907, 650, 1218, 683]
- paragraph: delegáty do užšího ochr. výboru, kterýž svolán bude po novém roce. — Obchodní gremia byla požádána o štědrovečerní nadílku nezaměstnaným. Některí zahraniční dopisovatelé slibují podporu k rozšíření agendy umísťovací. — Venkovským umísť. odborům rozeslány byly různé tiskopisy. V prosinci vyplaceno za výpomocné práce kor. 19. — Odbor pátrá a oznamuje, kde obchodní dorost by se měl usamostatňovati. Nyní v záznamu má 247 obchodních i kancelářských řádných sil, kterýž každému bezplatně doporučuje. — V záznamu má 3 města, kde by výhodně se mohli usaditi čeští advokáti. — Zámožná dáma, vdova, hledá k najmutí velkostatek v Čechách. — Veškeré dotazy a zprávy řídíte do Prahy, Jerusal. ulice č. 7.: [859, 108, 1267, 397]
